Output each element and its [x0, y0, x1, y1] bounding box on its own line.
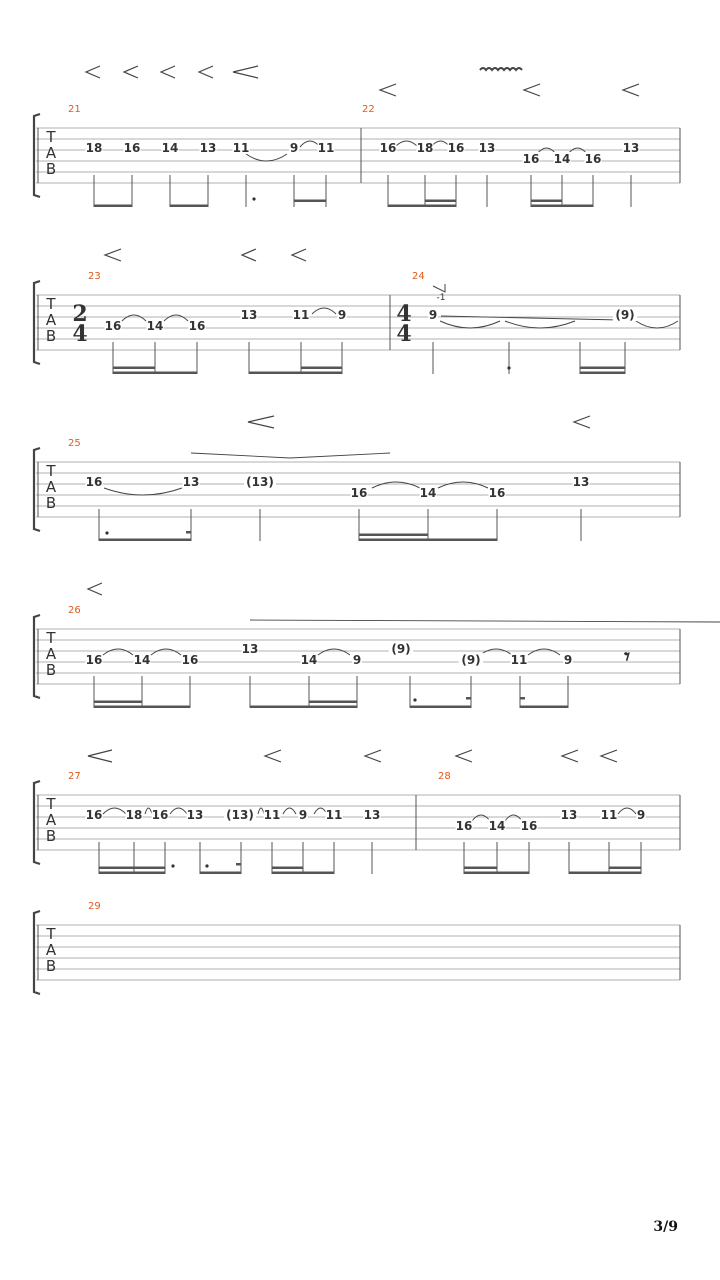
fret-number: 16: [85, 475, 103, 489]
tab-clef-letter: A: [45, 645, 57, 663]
tab-clef-letter: B: [45, 827, 57, 845]
measure-number: 23: [88, 271, 101, 282]
slur-arc: [283, 808, 296, 814]
beam-secondary: [309, 701, 357, 704]
tab-system-2: [34, 249, 680, 374]
beam-secondary: [425, 200, 456, 203]
fret-number: 13: [240, 308, 258, 322]
crescendo-hairpin: [524, 84, 540, 96]
beam-primary: [569, 872, 641, 875]
fret-number: 9: [337, 308, 347, 322]
augmentation-dot: [507, 366, 510, 369]
beam-secondary: [272, 867, 303, 870]
fret-number: 11: [263, 808, 281, 822]
page-number: 3/9: [653, 1219, 678, 1235]
system-bracket: [34, 448, 40, 531]
tab-clef-letter: T: [46, 925, 56, 943]
beam-primary: [464, 872, 529, 875]
crescendo-hairpin: [86, 66, 100, 78]
fret-number: 9: [289, 141, 299, 155]
crescendo-hairpin: [242, 249, 256, 261]
tab-clef-letter: T: [46, 128, 56, 146]
fret-number: 16: [123, 141, 141, 155]
beam-primary: [249, 372, 342, 375]
crescendo-hairpin: [623, 84, 639, 96]
slur-arc: [151, 649, 181, 655]
fret-number: 11: [600, 808, 618, 822]
slur-arc: [528, 649, 560, 655]
crescendo-hairpin: [601, 750, 617, 762]
crescendo-hairpin: [292, 249, 306, 261]
fret-number: 14: [553, 152, 571, 166]
tab-clef-letter: T: [46, 295, 56, 313]
system-bracket: [34, 114, 40, 197]
tie-arc: [505, 321, 575, 328]
crescendo-hairpin: [88, 750, 112, 762]
tab-system-1: [34, 66, 680, 207]
crescendo-hairpin: [562, 750, 578, 762]
slur-arc: [103, 808, 126, 814]
beam-primary: [94, 205, 132, 208]
fret-number: 14: [488, 819, 506, 833]
slur-arc: [103, 649, 133, 655]
time-signature-denominator: 4: [396, 321, 412, 347]
fret-number: 13: [560, 808, 578, 822]
crescendo-hairpin: [124, 66, 138, 78]
fret-number: 13: [478, 141, 496, 155]
measure-number: 24: [412, 271, 425, 282]
time-signature-numerator: 2: [72, 301, 88, 327]
tab-clef-letter: A: [45, 811, 57, 829]
fret-number: 16: [350, 486, 368, 500]
tab-system-6: [34, 901, 680, 994]
tab-clef-letter: B: [45, 327, 57, 345]
tab-clef-letter: A: [45, 941, 57, 959]
beam-secondary: [531, 200, 562, 203]
tab-clef-letter: A: [45, 311, 57, 329]
fret-number: (13): [246, 475, 274, 489]
crescendo-hairpin: [248, 416, 274, 428]
fret-number: 18: [85, 141, 103, 155]
fret-number: 14: [419, 486, 437, 500]
beam-primary: [99, 539, 191, 542]
augmentation-dot: [252, 197, 255, 200]
fret-number: 13: [182, 475, 200, 489]
fret-number: 16: [104, 319, 122, 333]
system-bracket: [34, 781, 40, 864]
fret-number: 18: [125, 808, 143, 822]
crescendo-hairpin: [105, 249, 121, 261]
fret-number: 16: [181, 653, 199, 667]
slur-arc: [472, 815, 490, 821]
phrase-line: [250, 620, 720, 622]
fret-number: 13: [241, 642, 259, 656]
tab-clef-letter: A: [45, 478, 57, 496]
slur-arc: [505, 815, 522, 821]
slur-arc: [318, 649, 350, 655]
beam-primary: [272, 872, 334, 875]
tab-clef-letter: B: [45, 494, 57, 512]
fret-number: 9: [298, 808, 308, 822]
beam-primary: [388, 205, 456, 208]
augmentation-dot: [171, 864, 174, 867]
fret-number: (13): [226, 808, 254, 822]
crescendo-hairpin: [574, 416, 590, 428]
fret-number: 16: [447, 141, 465, 155]
tab-system-4: [34, 583, 720, 708]
beam-primary: [580, 372, 625, 375]
tab-clef-letter: B: [45, 160, 57, 178]
system-bracket: [34, 281, 40, 364]
measure-number: 26: [68, 605, 81, 616]
tab-system-5: [34, 750, 680, 874]
tie-arc: [246, 154, 287, 161]
fret-number: 16: [188, 319, 206, 333]
crescendo-hairpin: [233, 66, 258, 78]
slur-arc: [618, 808, 636, 814]
fret-number: 13: [572, 475, 590, 489]
tab-clef-letter: T: [46, 462, 56, 480]
slur-arc: [395, 141, 418, 147]
fret-number: (9): [391, 642, 411, 656]
beam-primary: [200, 872, 241, 875]
crescendo-hairpin: [265, 750, 281, 762]
beam-primary: [170, 205, 208, 208]
crescendo-hairpin: [88, 583, 102, 595]
crescendo-hairpin: [365, 750, 381, 762]
tab-clef-letter: A: [45, 144, 57, 162]
fret-number: 9: [428, 308, 438, 322]
augmentation-dot: [413, 698, 416, 701]
beam-secondary: [99, 867, 165, 870]
fret-number: 16: [522, 152, 540, 166]
fret-number: 13: [622, 141, 640, 155]
beam-primary: [250, 706, 357, 709]
beam-secondary: [580, 367, 625, 370]
slur-arc: [122, 315, 146, 321]
measure-number: 25: [68, 438, 81, 449]
beam-primary: [531, 205, 593, 208]
beam-primary: [99, 872, 165, 875]
fret-number: 16: [455, 819, 473, 833]
beam-stub: [466, 697, 471, 700]
crescendo-hairpin: [380, 84, 396, 96]
beam-secondary: [113, 367, 155, 370]
tab-clef-letter: T: [46, 629, 56, 647]
fret-number: 18: [416, 141, 434, 155]
beam-stub: [520, 697, 525, 700]
beam-secondary: [294, 200, 326, 203]
fret-number: 16: [85, 653, 103, 667]
beam-primary: [520, 706, 568, 709]
beam-secondary: [609, 867, 641, 870]
measure-number: 22: [362, 104, 375, 115]
tab-clef-letter: B: [45, 661, 57, 679]
fret-number: 14: [161, 141, 179, 155]
slur-arc: [372, 482, 420, 488]
phrase-line: [191, 453, 390, 458]
crescendo-hairpin: [199, 66, 213, 78]
fret-number: (9): [615, 308, 635, 322]
beam-primary: [113, 372, 197, 375]
slur-arc: [312, 308, 336, 314]
tie-arc: [440, 321, 500, 328]
augmentation-dot: [105, 531, 108, 534]
fret-number: 16: [151, 808, 169, 822]
beam-secondary: [359, 534, 428, 537]
slur-arc: [480, 649, 512, 655]
eighth-rest: 𝄾: [624, 644, 630, 670]
fret-number: 14: [146, 319, 164, 333]
measure-number: 29: [88, 901, 101, 912]
fret-number: 16: [584, 152, 602, 166]
beam-stub: [236, 863, 241, 866]
beam-secondary: [464, 867, 497, 870]
tab-system-3: [34, 416, 680, 541]
system-bracket: [34, 911, 40, 994]
tab-clef-letter: T: [46, 795, 56, 813]
tie-arc: [636, 321, 678, 328]
fret-number: 13: [199, 141, 217, 155]
crescendo-hairpin: [456, 750, 472, 762]
fret-number: 16: [520, 819, 538, 833]
crescendo-hairpin: [161, 66, 175, 78]
beam-secondary: [301, 367, 342, 370]
fret-number: 9: [563, 653, 573, 667]
tie-arc: [104, 488, 182, 495]
fret-number: 11: [325, 808, 343, 822]
bend-amount-label: -1: [436, 293, 446, 303]
beam-primary: [359, 539, 497, 542]
vibrato-mark: [480, 68, 522, 70]
fret-number: 11: [232, 141, 250, 155]
time-signature-denominator: 4: [72, 321, 88, 347]
fret-number: 11: [292, 308, 310, 322]
measure-number: 21: [68, 104, 81, 115]
tab-clef-letter: B: [45, 957, 57, 975]
fret-number: 14: [133, 653, 151, 667]
system-bracket: [34, 615, 40, 698]
slur-arc: [164, 315, 188, 321]
slur-arc: [438, 482, 488, 488]
fret-number: 9: [352, 653, 362, 667]
beam-primary: [410, 706, 471, 709]
time-signature-numerator: 4: [396, 301, 412, 327]
beam-stub: [186, 531, 191, 534]
beam-primary: [94, 706, 190, 709]
bend-line: [433, 284, 445, 292]
fret-number: 16: [85, 808, 103, 822]
fret-number: (9): [461, 653, 481, 667]
fret-number: 9: [636, 808, 646, 822]
augmentation-dot: [205, 864, 208, 867]
fret-number: 14: [300, 653, 318, 667]
measure-number: 28: [438, 771, 451, 782]
slur-arc: [170, 808, 187, 814]
fret-number: 13: [363, 808, 381, 822]
fret-number: 16: [488, 486, 506, 500]
measure-number: 27: [68, 771, 81, 782]
beam-secondary: [94, 701, 142, 704]
fret-number: 13: [186, 808, 204, 822]
fret-number: 11: [510, 653, 528, 667]
fret-number: 11: [317, 141, 335, 155]
fret-number: 16: [379, 141, 397, 155]
